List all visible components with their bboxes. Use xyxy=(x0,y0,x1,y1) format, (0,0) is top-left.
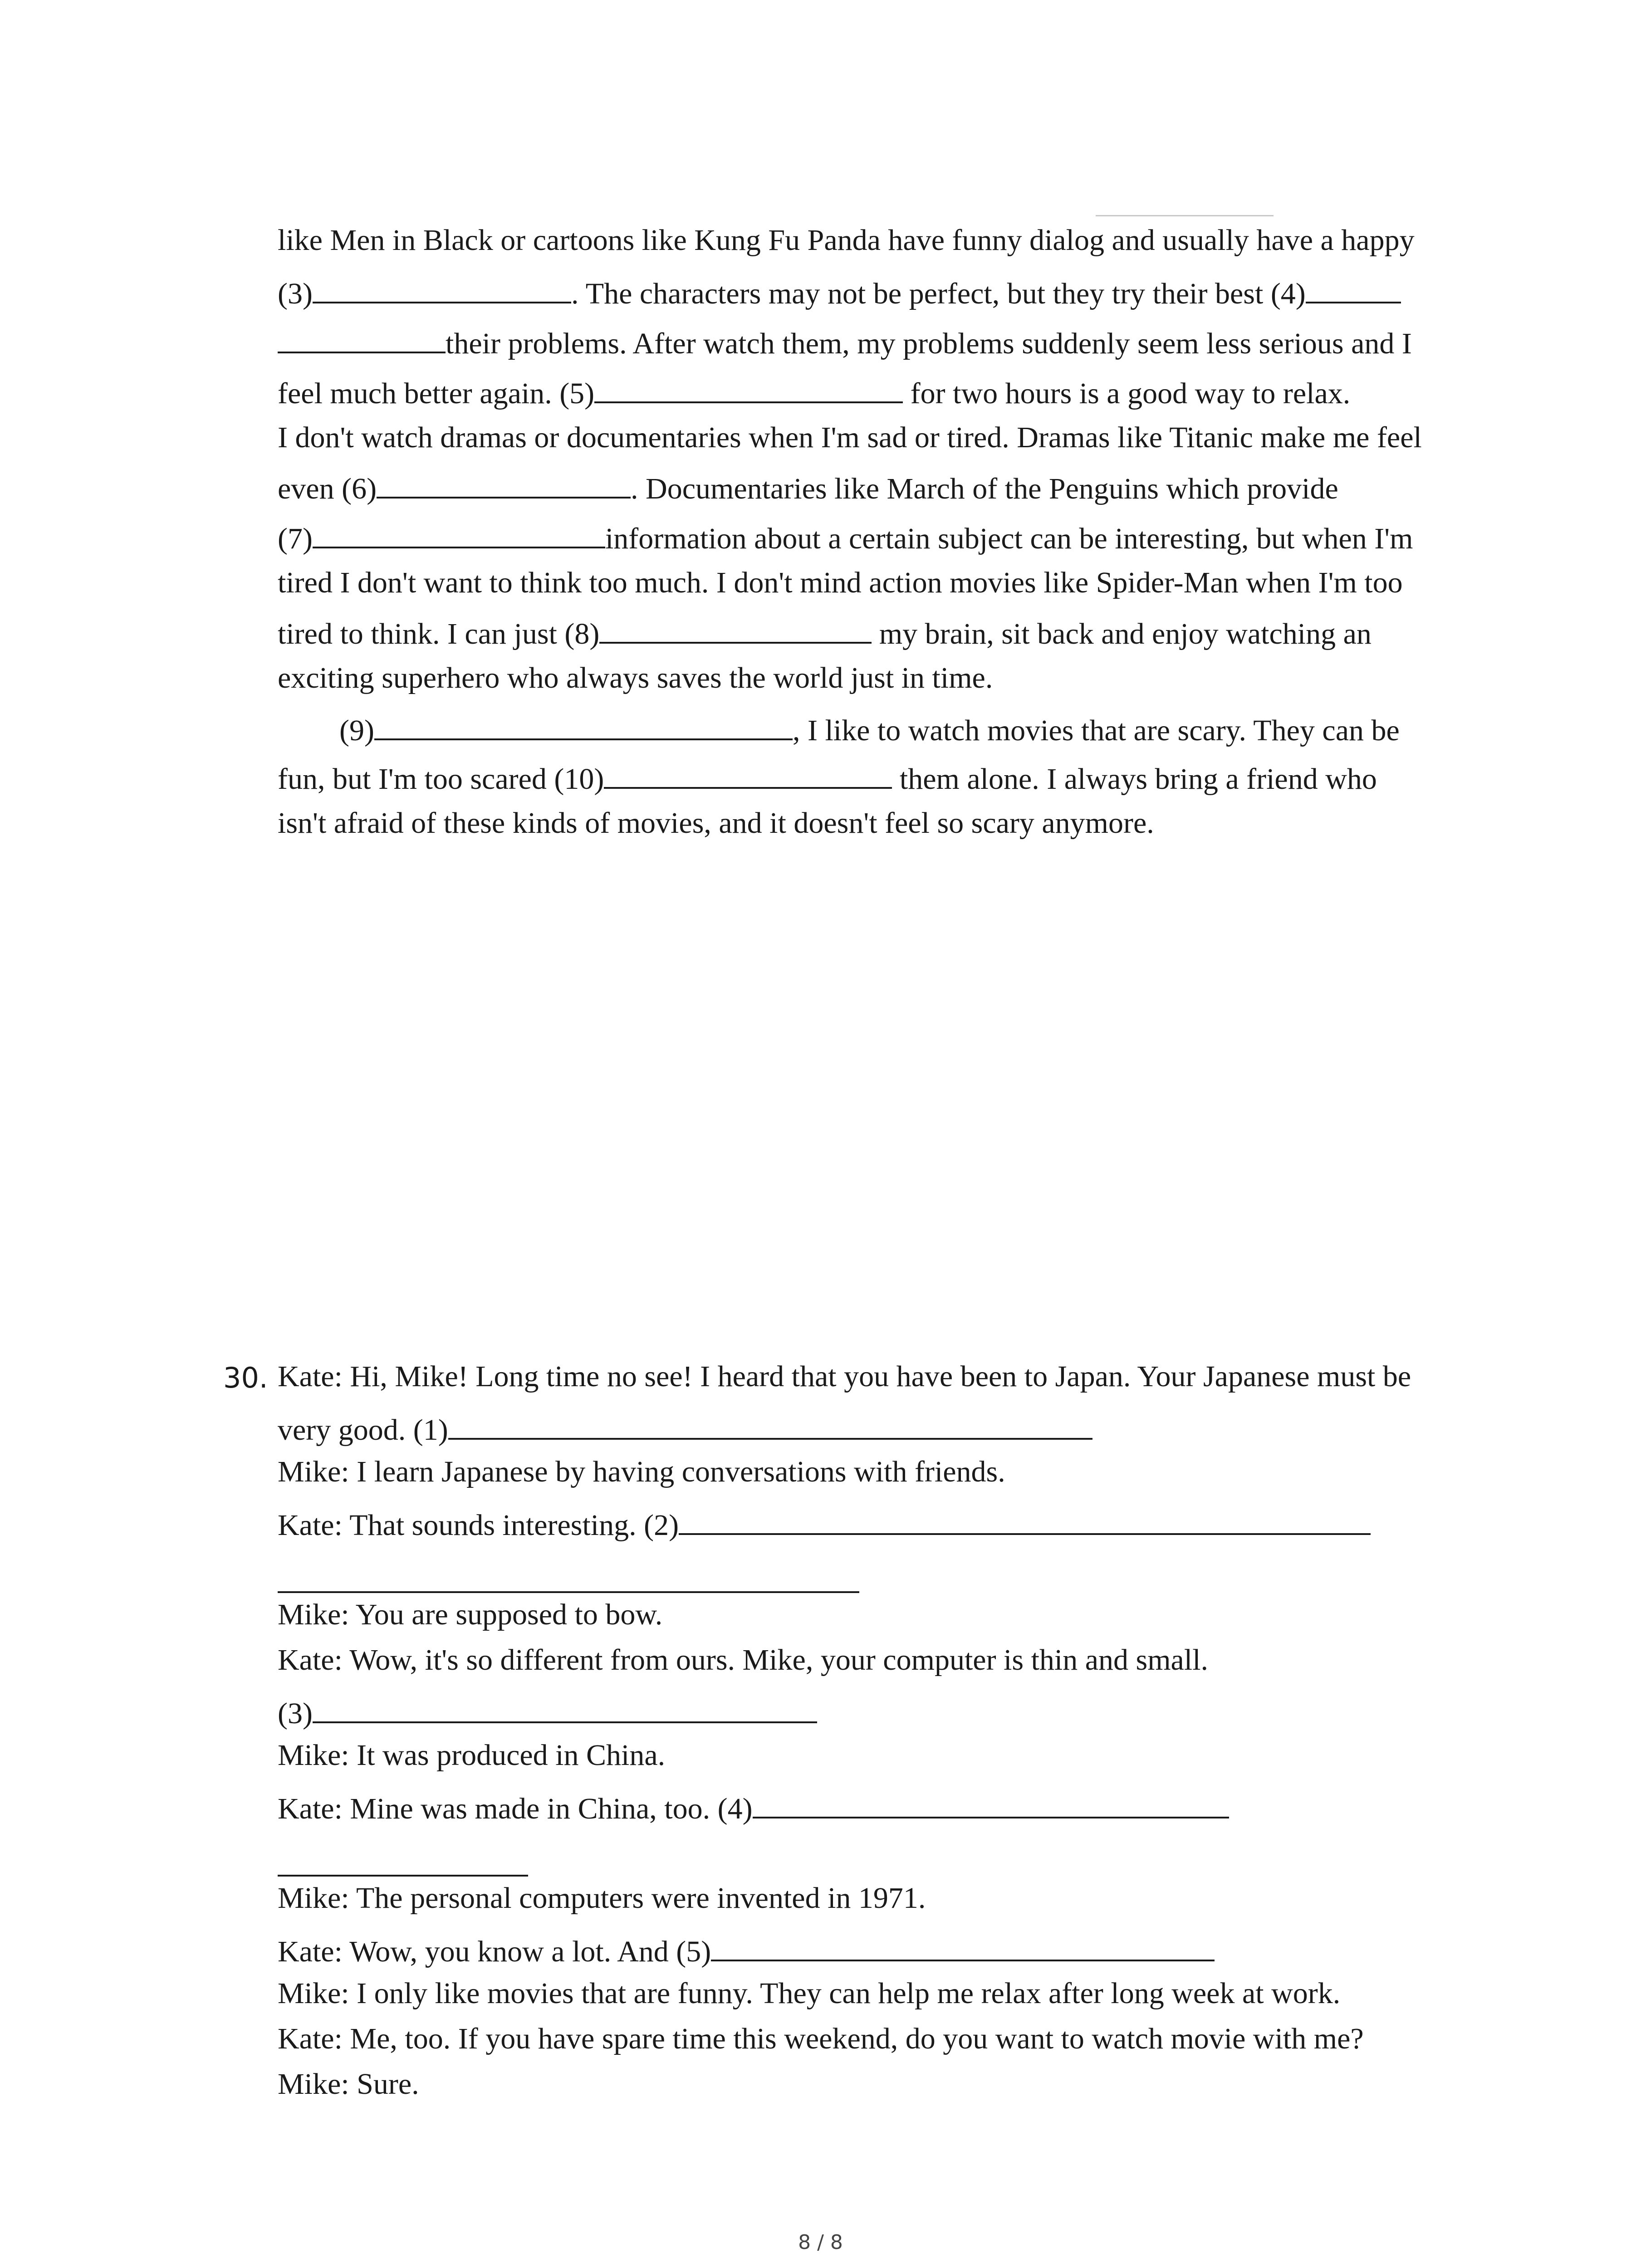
dialog-line xyxy=(278,1457,1005,1487)
passage-line xyxy=(339,712,1400,746)
passage-line xyxy=(278,663,993,693)
answer-blank-5[interactable] xyxy=(711,1933,1215,1961)
passage-line xyxy=(278,275,1401,309)
text: Kate: Mine was made in China, too. (4) xyxy=(278,1792,753,1825)
passage-line xyxy=(278,520,1413,554)
dialog-line xyxy=(278,1362,1411,1392)
dialog-line xyxy=(278,1412,1092,1445)
answer-blank-9[interactable] xyxy=(374,712,793,740)
text: I don't watch dramas or documentaries when I'm sad or tired. Dramas like Titanic make me feel xyxy=(278,421,1422,454)
text: Kate: Wow, you know a lot. And (5) xyxy=(278,1935,711,1968)
text: tired to think. I can just (8) xyxy=(278,617,600,650)
text: (3) xyxy=(278,277,313,310)
text: (9) xyxy=(339,714,374,747)
text: isn't afraid of these kinds of movies, and it doesn't feel so scary anymore. xyxy=(278,807,1154,840)
passage-line xyxy=(278,375,1350,409)
faint-top-rule xyxy=(1096,215,1274,216)
text: . Documentaries like March of the Penguins which provide xyxy=(631,472,1338,505)
answer-blank-6[interactable] xyxy=(377,470,631,499)
dialog-line xyxy=(278,1933,1215,1967)
answer-blank-10[interactable] xyxy=(604,761,892,789)
answer-blank-3[interactable] xyxy=(313,275,571,303)
passage-line xyxy=(278,225,1415,255)
text: information about a certain subject can be interesting, but when I'm xyxy=(605,522,1413,555)
text: my brain, sit back and enjoy watching an xyxy=(872,617,1372,650)
text: Mike: The personal computers were invented in 1971. xyxy=(278,1882,926,1915)
text: fun, but I'm too scared (10) xyxy=(278,763,604,796)
text: Kate: Wow, it's so different from ours. Mike, your computer is thin and small. xyxy=(278,1643,1209,1677)
answer-blank-5[interactable] xyxy=(594,375,903,403)
dialog-line xyxy=(278,1740,665,1770)
text: (3) xyxy=(278,1697,313,1730)
dialog-line xyxy=(278,1600,662,1630)
dialog-line xyxy=(278,1645,1208,1675)
text: exciting superhero who always saves the world just in time. xyxy=(278,661,993,694)
text: for two hours is a good way to relax. xyxy=(903,377,1351,410)
text: very good. (1) xyxy=(278,1413,448,1447)
passage-line xyxy=(278,761,1377,794)
text: . The characters may not be perfect, but they try their best (4) xyxy=(571,277,1306,310)
dialog-line xyxy=(278,1695,817,1729)
dialog-line xyxy=(278,1979,1340,2009)
text: Kate: Hi, Mike! Long time no see! I heard that you have been to Japan. Your Japanese must be xyxy=(278,1360,1411,1393)
text: like Men in Black or cartoons like Kung Fu Panda have funny dialog and usually have a happy xyxy=(278,224,1415,257)
text: Mike: I only like movies that are funny. They can help me relax after long week at work. xyxy=(278,1977,1341,2010)
answer-blank-1[interactable] xyxy=(448,1412,1092,1440)
text: , I like to watch movies that are scary. They can be xyxy=(792,714,1400,747)
answer-blank-7[interactable] xyxy=(313,520,605,548)
text: even (6) xyxy=(278,472,377,505)
text: (7) xyxy=(278,522,313,555)
passage-line xyxy=(278,423,1422,453)
answer-blank-4-cont[interactable] xyxy=(278,1875,528,1877)
text: Mike: I learn Japanese by having conversations with friends. xyxy=(278,1455,1005,1488)
text: Mike: It was produced in China. xyxy=(278,1739,666,1772)
page-number: 8 / 8 xyxy=(798,2231,843,2254)
text: Mike: You are supposed to bow. xyxy=(278,1598,663,1631)
text: their problems. After watch them, my problems suddenly seem less serious and I xyxy=(446,327,1412,360)
dialog-line xyxy=(278,1507,1371,1540)
passage-line xyxy=(278,808,1154,838)
answer-blank-3[interactable] xyxy=(313,1695,817,1723)
text: Kate: Me, too. If you have spare time this weekend, do you want to watch movie with me? xyxy=(278,2022,1364,2055)
answer-blank-8[interactable] xyxy=(599,616,872,644)
question-number: 30. xyxy=(223,1361,268,1394)
passage-line xyxy=(278,616,1372,649)
answer-blank-2-cont[interactable] xyxy=(278,1591,859,1593)
dialog-line xyxy=(278,1883,926,1913)
passage-line xyxy=(278,325,1412,359)
answer-blank-2[interactable] xyxy=(679,1507,1371,1535)
text: Kate: That sounds interesting. (2) xyxy=(278,1509,679,1542)
text: tired I don't want to think too much. I don't mind action movies like Spider-Man when I'm too xyxy=(278,566,1403,599)
passage-line xyxy=(278,568,1403,598)
passage-line xyxy=(278,470,1338,504)
text: them alone. I always bring a friend who xyxy=(892,763,1377,796)
dialog-line xyxy=(278,1790,1229,1824)
answer-blank-4[interactable] xyxy=(1306,275,1401,303)
dialog-line xyxy=(278,2024,1364,2054)
answer-blank-4[interactable] xyxy=(753,1790,1229,1818)
text: feel much better again. (5) xyxy=(278,377,595,410)
text: Mike: Sure. xyxy=(278,2068,419,2101)
dialog-line xyxy=(278,2069,419,2099)
answer-blank-4-cont[interactable] xyxy=(278,325,446,353)
